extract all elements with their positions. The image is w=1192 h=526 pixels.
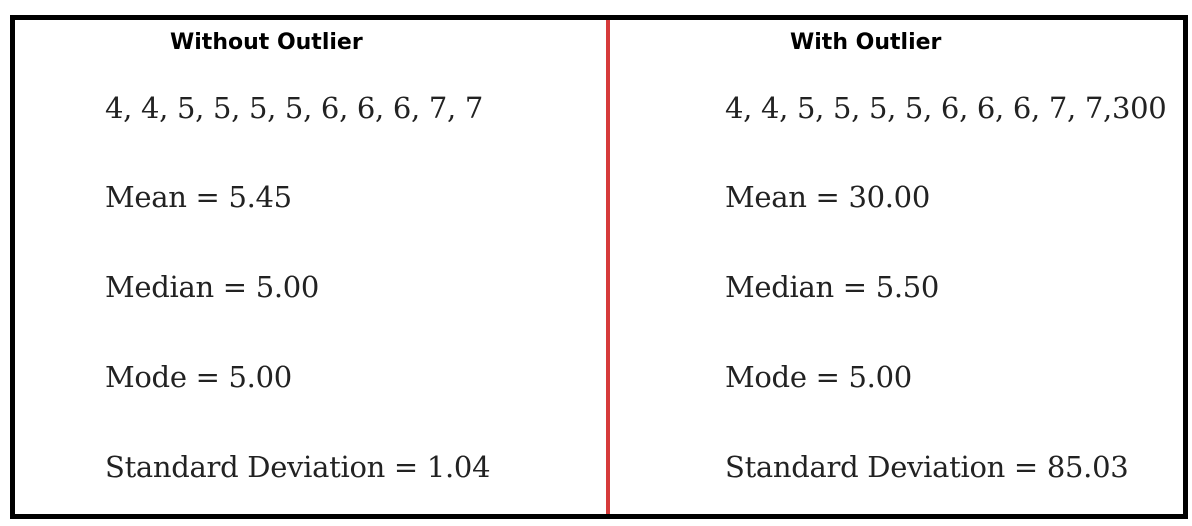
dataset-without-outlier: 4, 4, 5, 5, 5, 5, 6, 6, 6, 7, 7 [105, 91, 484, 125]
comparison-table [10, 15, 1188, 519]
mode-with-outlier: Mode = 5.00 [725, 360, 912, 394]
median-with-outlier: Median = 5.50 [725, 270, 940, 304]
mode-without-outlier: Mode = 5.00 [105, 360, 292, 394]
std-with-outlier: Standard Deviation = 85.03 [725, 450, 1129, 484]
mean-with-outlier: Mean = 30.00 [725, 180, 930, 214]
mean-without-outlier: Mean = 5.45 [105, 180, 292, 214]
median-without-outlier: Median = 5.00 [105, 270, 320, 304]
heading-with-outlier: With Outlier [790, 30, 942, 55]
std-without-outlier: Standard Deviation = 1.04 [105, 450, 491, 484]
column-with-outlier [610, 20, 1183, 514]
column-without-outlier [15, 20, 606, 514]
dataset-with-outlier: 4, 4, 5, 5, 5, 5, 6, 6, 6, 7, 7,300 [725, 91, 1167, 125]
heading-without-outlier: Without Outlier [170, 30, 363, 55]
